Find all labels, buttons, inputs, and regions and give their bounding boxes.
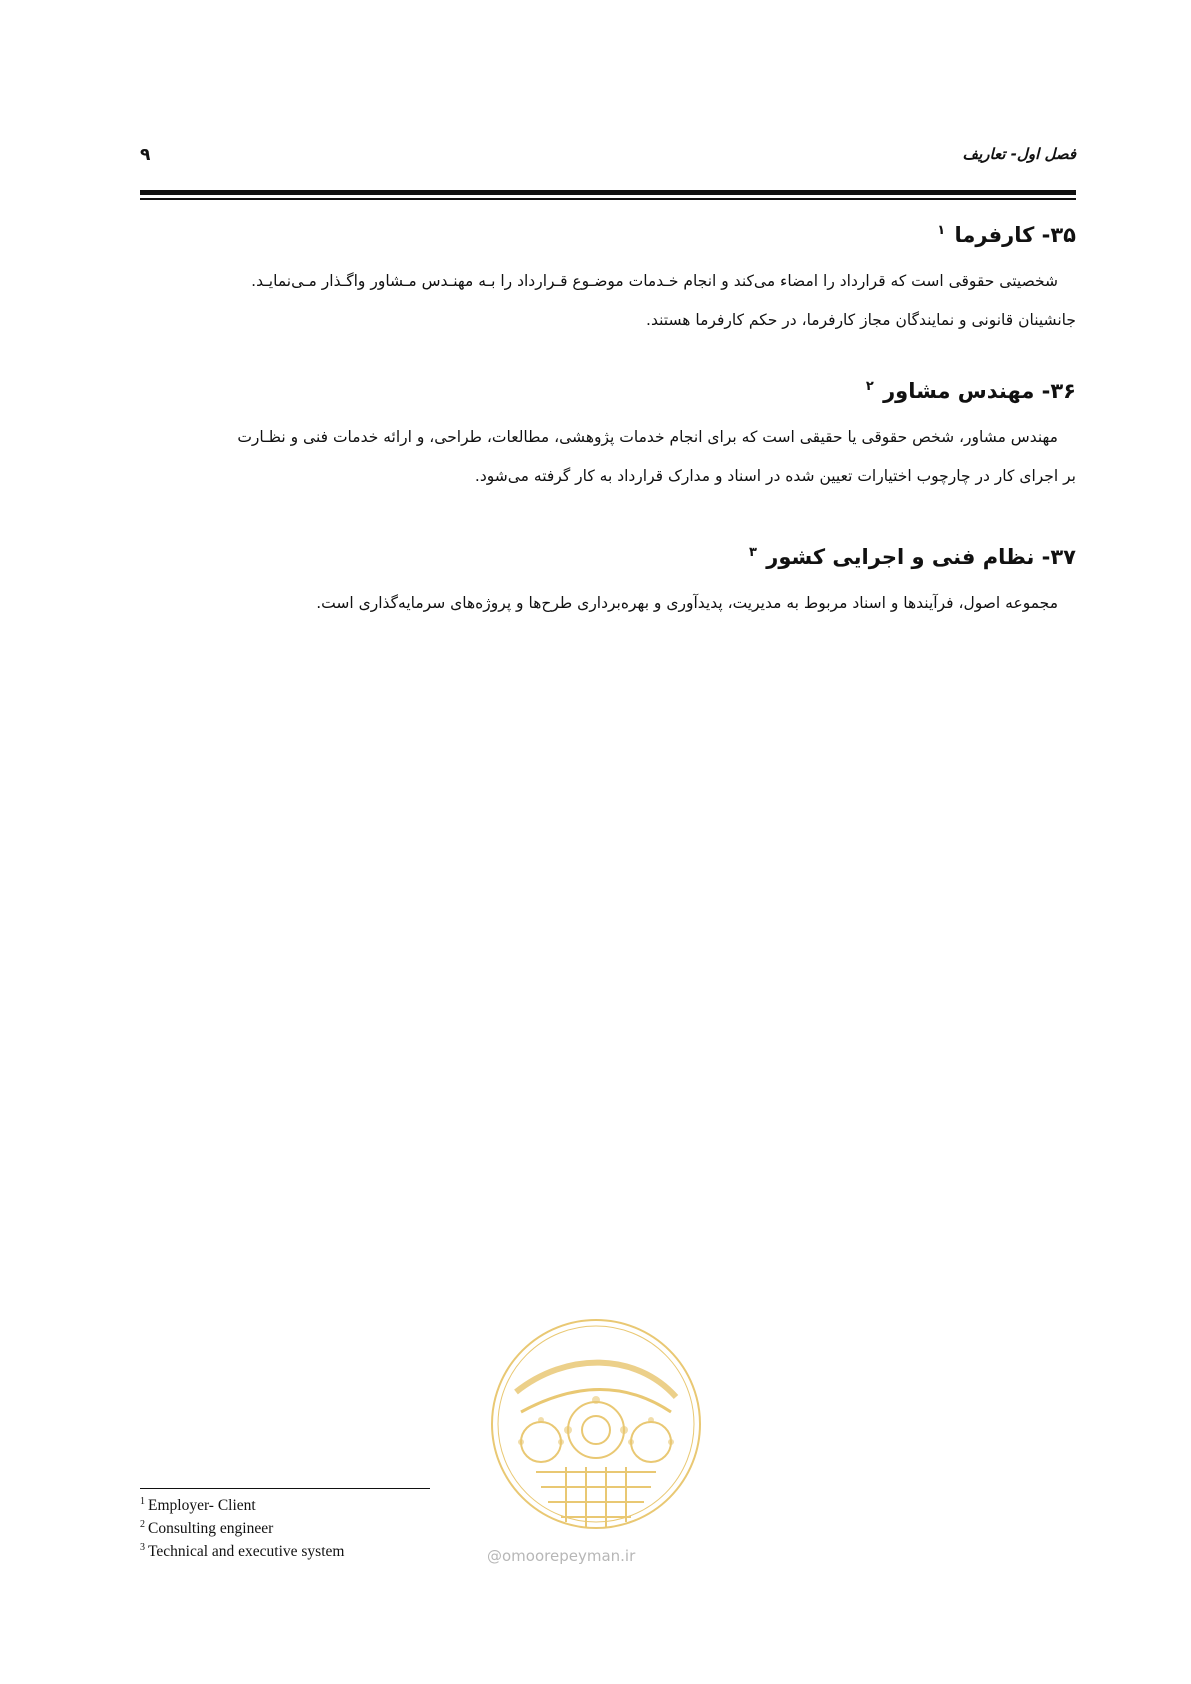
chapter-title: فصل اول- تعاریف xyxy=(962,145,1076,163)
definition-heading xyxy=(140,370,1076,404)
text-line: مجموعه اصول، فرآیندها و اسناد مربوط به مدیریت، پدیدآوری و بهره‌برداری طرح‌ها و پروژه‌های سرمایه‌گذاری است. xyxy=(316,594,1058,612)
footnote-item xyxy=(140,1492,344,1515)
definition-35 xyxy=(140,214,1076,340)
footnote-text: Employer- Client xyxy=(148,1497,256,1515)
footnote-item xyxy=(140,1515,344,1538)
watermark-logo xyxy=(486,1312,706,1542)
watermark-url: @omoorepeyman.ir xyxy=(487,1547,636,1565)
definition-37 xyxy=(140,536,1076,623)
definition-title: ۳۵- کارفرما xyxy=(954,223,1076,247)
definition-heading xyxy=(140,536,1076,570)
definition-text xyxy=(140,262,1076,340)
running-header xyxy=(140,145,1076,169)
footnotes xyxy=(140,1492,344,1561)
definition-text xyxy=(140,418,1076,496)
definition-title: ۳۷- نظام فنی و اجرایی کشور xyxy=(766,545,1076,569)
page-number: ۹ xyxy=(140,145,151,165)
footnote-rule xyxy=(140,1488,430,1489)
text-line: مهندس مشاور، شخص حقوقی یا حقیقی است که برای انجام خدمات پژوهشی، مطالعات، طراحی، و ارائه خدمات فنی و نظـارت xyxy=(237,428,1058,446)
footnote-reference: ۳ xyxy=(749,545,757,560)
definition-text xyxy=(140,584,1076,623)
footnote-item xyxy=(140,1538,344,1561)
text-line: بر اجرای کار در چارچوب اختیارات تعیین شده در اسناد و مدارک قرارداد به کار گرفته می‌شود. xyxy=(474,467,1076,485)
header-rule-thick xyxy=(140,190,1076,195)
definition-title: ۳۶- مهندس مشاور xyxy=(883,379,1076,403)
footnote-reference: ۲ xyxy=(865,379,874,394)
footnote-mark: 2 xyxy=(140,1519,145,1531)
footnote-text: Consulting engineer xyxy=(148,1520,274,1538)
text-line: شخصیتی حقوقی است که قرارداد را امضاء می‌کند و انجام خـدمات موضـوع قـرارداد را بـه مهنـدس مـشاور واگـذار مـی‌نمایـد. xyxy=(251,272,1058,290)
footnote-reference: ۱ xyxy=(937,223,946,238)
footnote-text: Technical and executive system xyxy=(148,1543,345,1561)
watermark-seal-icon xyxy=(486,1312,706,1542)
header-rule-thin xyxy=(140,198,1076,200)
definition-heading xyxy=(140,214,1076,248)
definition-36 xyxy=(140,370,1076,496)
text-line: جانشینان قانونی و نمایندگان مجاز کارفرما، در حکم کارفرما هستند. xyxy=(646,311,1076,329)
footnote-mark: 1 xyxy=(140,1496,145,1507)
footnote-mark: 3 xyxy=(140,1542,145,1554)
